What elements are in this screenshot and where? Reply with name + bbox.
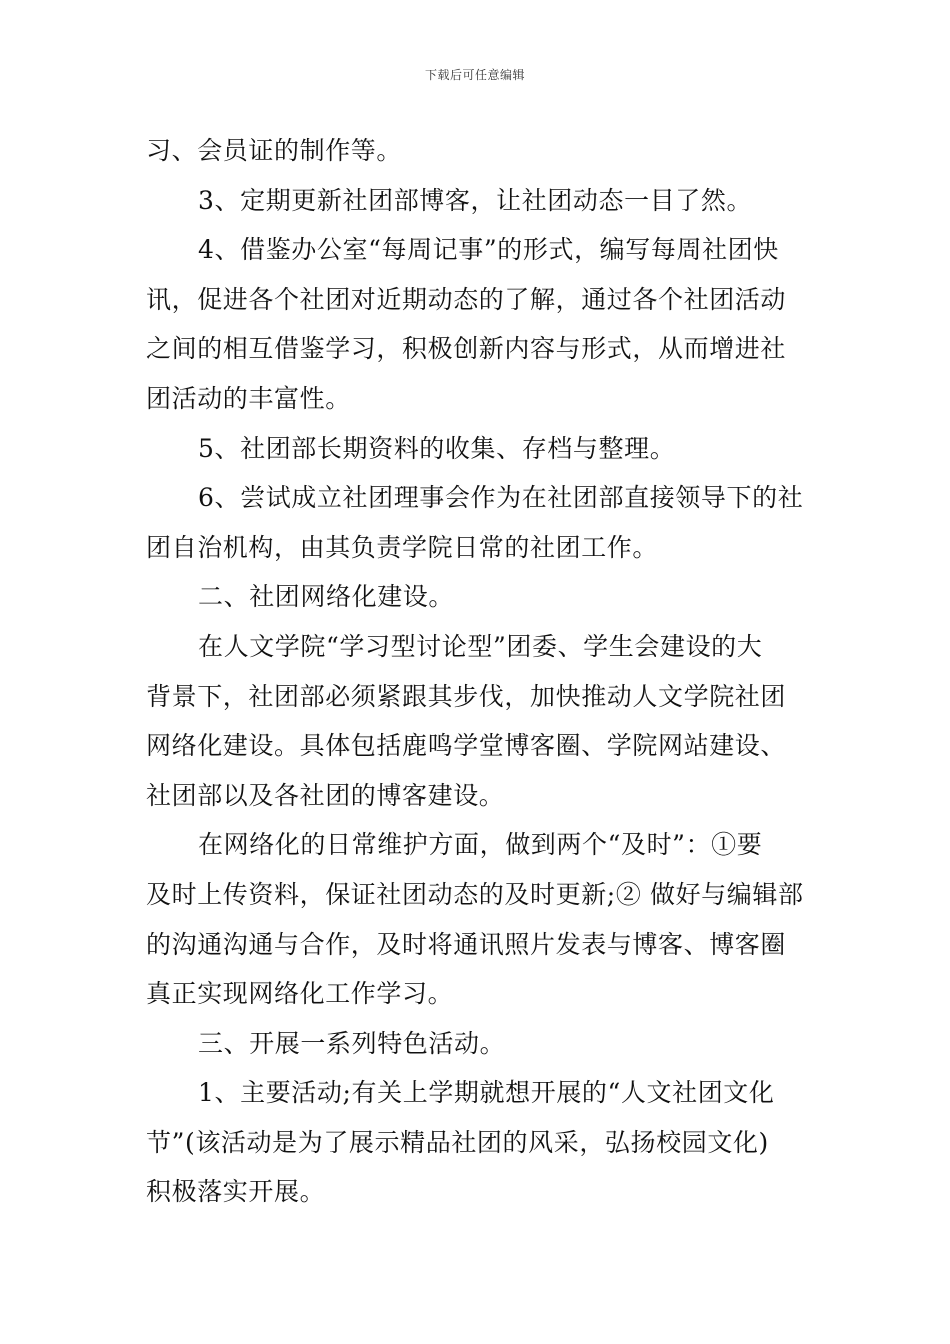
text-line: 积极落实开展。 (146, 1177, 326, 1207)
text-line: 背景下，社团部必须紧跟其步伐，加快推动人文学院社团 (146, 681, 787, 711)
text-line: 团活动的丰富性。 (146, 383, 351, 413)
text-line: 的沟通沟通与合作，及时将通讯照片发表与博客、博客圈 (146, 929, 787, 959)
text-line: 3、定期更新社团部博客，让社团动态一目了然。 (198, 185, 753, 215)
section-heading: 二、社团网络化建设。 (198, 582, 455, 612)
text-line: 5、社团部长期资料的收集、存档与整理。 (198, 433, 676, 463)
text-line: 在人文学院“学习型讨论型”团委、学生会建设的大 (198, 631, 763, 661)
text-line: 讯，促进各个社团对近期动态的了解，通过各个社团活动 (146, 284, 787, 314)
document-body (146, 126, 806, 1217)
page-header: 下载后可任意编辑 (424, 68, 525, 82)
text-line: 节”(该活动是为了展示精品社团的风采，弘扬校园文化) (146, 1127, 769, 1157)
text-line: 习、会员证的制作等。 (146, 136, 403, 165)
text-line: 在网络化的日常维护方面，做到两个“及时”：①要 (198, 830, 763, 860)
text-line: 6、尝试成立社团理事会作为在社团部直接领导下的社 (198, 483, 804, 513)
text-line: 社团部以及各社团的博客建设。 (146, 780, 505, 810)
text-line: 网络化建设。具体包括鹿鸣学堂博客圈、学院网站建设、 (146, 731, 787, 761)
text-line: 真正实现网络化工作学习。 (146, 979, 454, 1009)
text-line: 1、主要活动;有关上学期就想开展的“人文社团文化 (198, 1078, 775, 1108)
text-line: 之间的相互借鉴学习，积极创新内容与形式，从而增进社 (146, 334, 787, 364)
section-heading: 三、开展一系列特色活动。 (198, 1028, 506, 1058)
text-line: 团自治机构，由其负责学院日常的社团工作。 (146, 532, 659, 562)
text-line: 4、借鉴办公室“每周记事”的形式，编写每周社团快 (198, 235, 779, 265)
text-line: 及时上传资料，保证社团动态的及时更新;② 做好与编辑部 (146, 879, 804, 909)
